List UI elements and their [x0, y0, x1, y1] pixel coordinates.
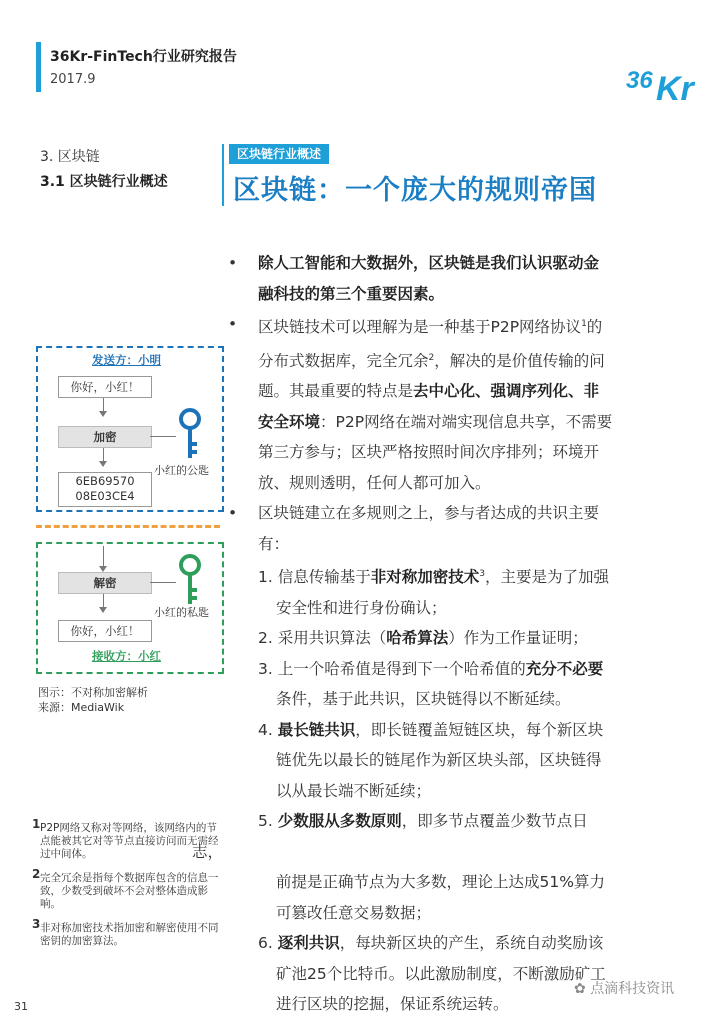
cipher-line-1: 6EB69570 — [75, 474, 135, 488]
cipher-line-2: 08E03CE4 — [75, 489, 135, 503]
list-item-3: 3. 上一个哈希值是得到下一个哈希值的充分不必要 — [258, 659, 604, 678]
bullet-3: • 区块链建立在多规则之上，参与者达成的共识主要 有： — [228, 504, 600, 553]
key-connector — [150, 582, 176, 583]
list-item-1: 1. 信息传输基于非对称加密技术$^3$，主要是为了加强 — [258, 568, 609, 587]
decrypted-message: 你好，小红！ — [58, 620, 152, 642]
sender-label: 发送方：小明 — [92, 353, 161, 367]
list-item-4: 4. 最长链共识，即长链覆盖短链区块，每个新区块 — [258, 720, 604, 739]
arrow-stem — [103, 448, 104, 462]
receiver-label: 接收方：小红 — [92, 649, 161, 663]
bullet-2: • 区块链技术可以理解为是一种基于P2P网络协议$^1$的 分布式数据库，完全冗余$^2$，解决的是价值传输的问 题。其最重要的特点是去中心化、强调序列化、非 安全环境：P2P网络在端对端实现信息共享，不需要 第三方参与；区块严格按照时间次序排列；环境开 放、规则透明，任何人都可加入。 — [228, 315, 613, 492]
cipher-text — [58, 472, 152, 507]
separator-line — [36, 525, 220, 528]
footnote-number: 3 — [32, 917, 41, 931]
subsection-label: 3.1 区块链行业概述 — [40, 174, 168, 190]
encrypt-step: 加密 — [58, 426, 152, 448]
figure-caption: 图示：不对称加密解析 — [38, 686, 148, 699]
page-title: 区块链：一个庞大的规则帝国 — [233, 175, 597, 206]
footnote-number: 2 — [32, 867, 41, 881]
arrow-stem — [103, 594, 104, 608]
36kr-logo — [626, 58, 700, 104]
public-key-label: 小红的公匙 — [154, 464, 209, 477]
list-item-6-cont: 矿池25个比特币。以此激励制度，不断激励矿工 — [276, 964, 606, 983]
report-title: 36Kr-FinTech行业研究报告 — [50, 49, 237, 65]
section-label: 3. 区块链 — [40, 149, 100, 165]
list-item-6: 6. 逐利共识，每块新区块的产生，系统自动奖励该 — [258, 934, 604, 953]
page-number: 31 — [14, 1000, 28, 1013]
list-item-2: 2. 采用共识算法（哈希算法）作为工作量证明； — [258, 629, 588, 648]
footnote-number: 1 — [32, 817, 41, 831]
list-item-5: 5. 少数服从多数原则，即多节点覆盖少数节点日 — [258, 812, 588, 831]
key-connector — [150, 436, 176, 437]
public-key-icon — [176, 406, 204, 460]
list-item-1-cont: 安全性和进行身份确认； — [276, 598, 447, 617]
bullet-1: • 除人工智能和大数据外，区块链是我们认识驱动金 融科技的第三个重要因素。 — [228, 254, 600, 303]
decrypt-step: 解密 — [58, 572, 152, 594]
svg-text:Kr: Kr — [656, 70, 694, 104]
report-date: 2017.9 — [50, 72, 96, 87]
private-key-icon — [176, 552, 204, 606]
topic-tag: 区块链行业概述 — [229, 144, 329, 164]
title-divider — [222, 144, 224, 206]
footnote-3: 3 非对称加密技术指加密和解密使用不同密钥的加密算法。 — [32, 917, 219, 947]
list-item-5-cont2: 前提是正确节点为大多数，理论上达成51%算力 — [276, 873, 605, 892]
private-key-label: 小红的私匙 — [154, 606, 209, 619]
svg-text:36: 36 — [626, 67, 653, 94]
watermark: ✿ 点滴科技资讯 — [574, 981, 675, 997]
footnote-2: 2 完全冗余是指每个数据库包含的信息一致，少数受到破坏不会对整体造成影响。 — [32, 867, 219, 910]
arrow-down-icon — [99, 411, 107, 417]
footnote-1: 1 P2P网络又称对等网络，该网络内的节点能被其它对等节点直接访问而无需经过中间体。 — [32, 817, 219, 860]
figure-source: 来源：MediaWik — [38, 701, 125, 714]
list-item-5-cont: 志， — [192, 842, 224, 861]
header-accent-bar — [36, 42, 41, 92]
arrow-down-icon — [99, 461, 107, 467]
list-item-3-cont: 条件，基于此共识，区块链得以不断延续。 — [276, 690, 571, 709]
plain-message: 你好，小红！ — [58, 376, 152, 398]
list-item-4-cont: 链优先以最长的链尾作为新区块头部，区块链得 — [276, 751, 602, 770]
wechat-icon: ✿ — [574, 981, 591, 997]
list-item-4-cont2: 以从最长端不断延续； — [276, 781, 432, 800]
arrow-stem — [103, 546, 104, 568]
main-content — [192, 248, 658, 1020]
list-item-6-cont2: 进行区块的挖掘，保证系统运转。 — [276, 995, 509, 1014]
arrow-stem — [103, 398, 104, 412]
arrow-down-icon — [99, 607, 107, 613]
list-item-5-cont3: 可篡改任意交易数据； — [276, 903, 432, 922]
